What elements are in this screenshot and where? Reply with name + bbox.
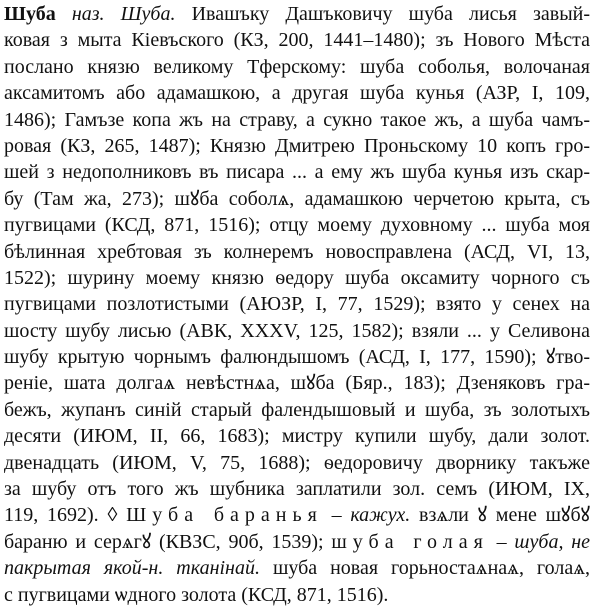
entry-line: [4, 423, 590, 449]
entry-line: [4, 80, 590, 106]
entry-text: –: [488, 530, 515, 553]
entry-line: [4, 54, 590, 80]
entry-text: десяти (ИЮМ, II, 66, 1683); мистру купили шубу, дали золот.: [4, 425, 590, 448]
entry-line: [4, 159, 590, 185]
entry-line: [4, 502, 590, 528]
entry-text: реніе, шата долгаѧ невѣстнѧа, шꙋба (Бяр., 183); Дзеняковъ гра-: [4, 372, 590, 395]
entry-text: с пугвицами ѡдного золота (КСД, 871, 1516).: [4, 583, 389, 606]
entry-line: [4, 186, 590, 212]
entry-line: [4, 555, 590, 581]
entry-text: бу (Там жа, 273); шꙋба соболѧ, адамашкою черчетою крыта, съ: [4, 187, 590, 210]
entry-text: шуба новая горьностаѧнаѧ, голаѧ,: [259, 557, 590, 580]
entry-text: двенадцать (ИЮМ, V, 75, 1688); ѳедоровичу дворнику такъже: [4, 451, 590, 474]
entry-text: взѧли ꙋ мене шꙋбꙋ: [410, 504, 590, 527]
entry-text: бежъ, жупанъ синій старый фалендышовый и шуба, зъ золотыхъ: [4, 398, 590, 421]
entry-text: –: [322, 504, 351, 527]
entry-line: [4, 1, 590, 27]
entry-text: послано князю великому Тферскому: шуба соболья, волочаная: [4, 55, 590, 78]
entry-text: 1486); Гамъзе копа жъ на страву, а сукно такое жъ, а шуба чамъ-: [4, 108, 590, 131]
entry-line: [4, 318, 590, 344]
entry-text: ровая (КЗ, 265, 1487); Князю Дмитрею Проньскому 10 копъ гро-: [4, 134, 590, 157]
entry-text: 1522); шурину моему князю ѳедору шуба оксамиту чорного съ: [4, 266, 590, 289]
entry-line: [4, 344, 590, 370]
entry-line: [4, 476, 590, 502]
entry-line: [4, 107, 590, 133]
entry-line: [4, 27, 590, 53]
translation-text: наз. Шуба.: [71, 3, 176, 25]
phrase-term: Шуба баранья: [126, 504, 323, 527]
translation-text: шуба, не: [514, 530, 590, 553]
entry-text: Ивашъку Дашъковичу шуба лисья завый-: [175, 3, 590, 25]
translation-text: пакрытая якой-н. тканінай.: [4, 557, 260, 580]
entry-line: [4, 239, 590, 265]
entry-line: [4, 212, 590, 238]
entry-text: за шубу отъ того жъ шубника заплатили зол. семъ (ИЮМ, IX,: [4, 478, 590, 501]
entry-line: [4, 450, 590, 476]
entry-text: пугвицами (КСД, 871, 1516); отцу моему духовному ... шуба моя: [4, 214, 590, 237]
entry-text: 119, 1692). ◊: [4, 504, 127, 527]
entry-text: шей з недополниковъ въ писара ... а ему жъ шуба кунья изъ скар-: [4, 161, 590, 184]
entry-line: [4, 265, 590, 291]
entry-line: [4, 397, 590, 423]
entry-line: [4, 291, 590, 317]
entry-text: аксамитомъ або адамашкою, а другая шуба кунья (АЗР, I, 109,: [4, 82, 590, 105]
headword: Шуба: [4, 3, 56, 25]
entry-text: бараню и серѧгꙋ (КВЗС, 90б, 1539);: [4, 530, 332, 553]
entry-line: [4, 582, 590, 608]
entry-text: ковая з мыта Кіевъского (КЗ, 200, 1441–1480); зъ Нового Мѣста: [4, 29, 590, 52]
entry-text: пугвицами позлотистыми (АЮЗР, I, 77, 1529); взято у сенех на: [4, 293, 590, 316]
entry-line: [4, 370, 590, 396]
entry-text: [56, 3, 72, 25]
entry-line: [4, 133, 590, 159]
entry-line: [4, 529, 590, 555]
phrase-term: шуба голая: [331, 530, 489, 553]
entry-text: шубу крытую чорнымъ фалюндышомъ (АСД, I, 177, 1590); ꙋтво-: [4, 346, 590, 369]
entry-text: бѣлинная хребтовая зъ колнеремъ новосправлена (АСД, VI, 13,: [4, 240, 590, 263]
entry-text: шосту шубу лисью (АВК, XXXV, 125, 1582); взяли ... у Селивона: [4, 319, 590, 342]
translation-text: кажух.: [350, 504, 411, 527]
